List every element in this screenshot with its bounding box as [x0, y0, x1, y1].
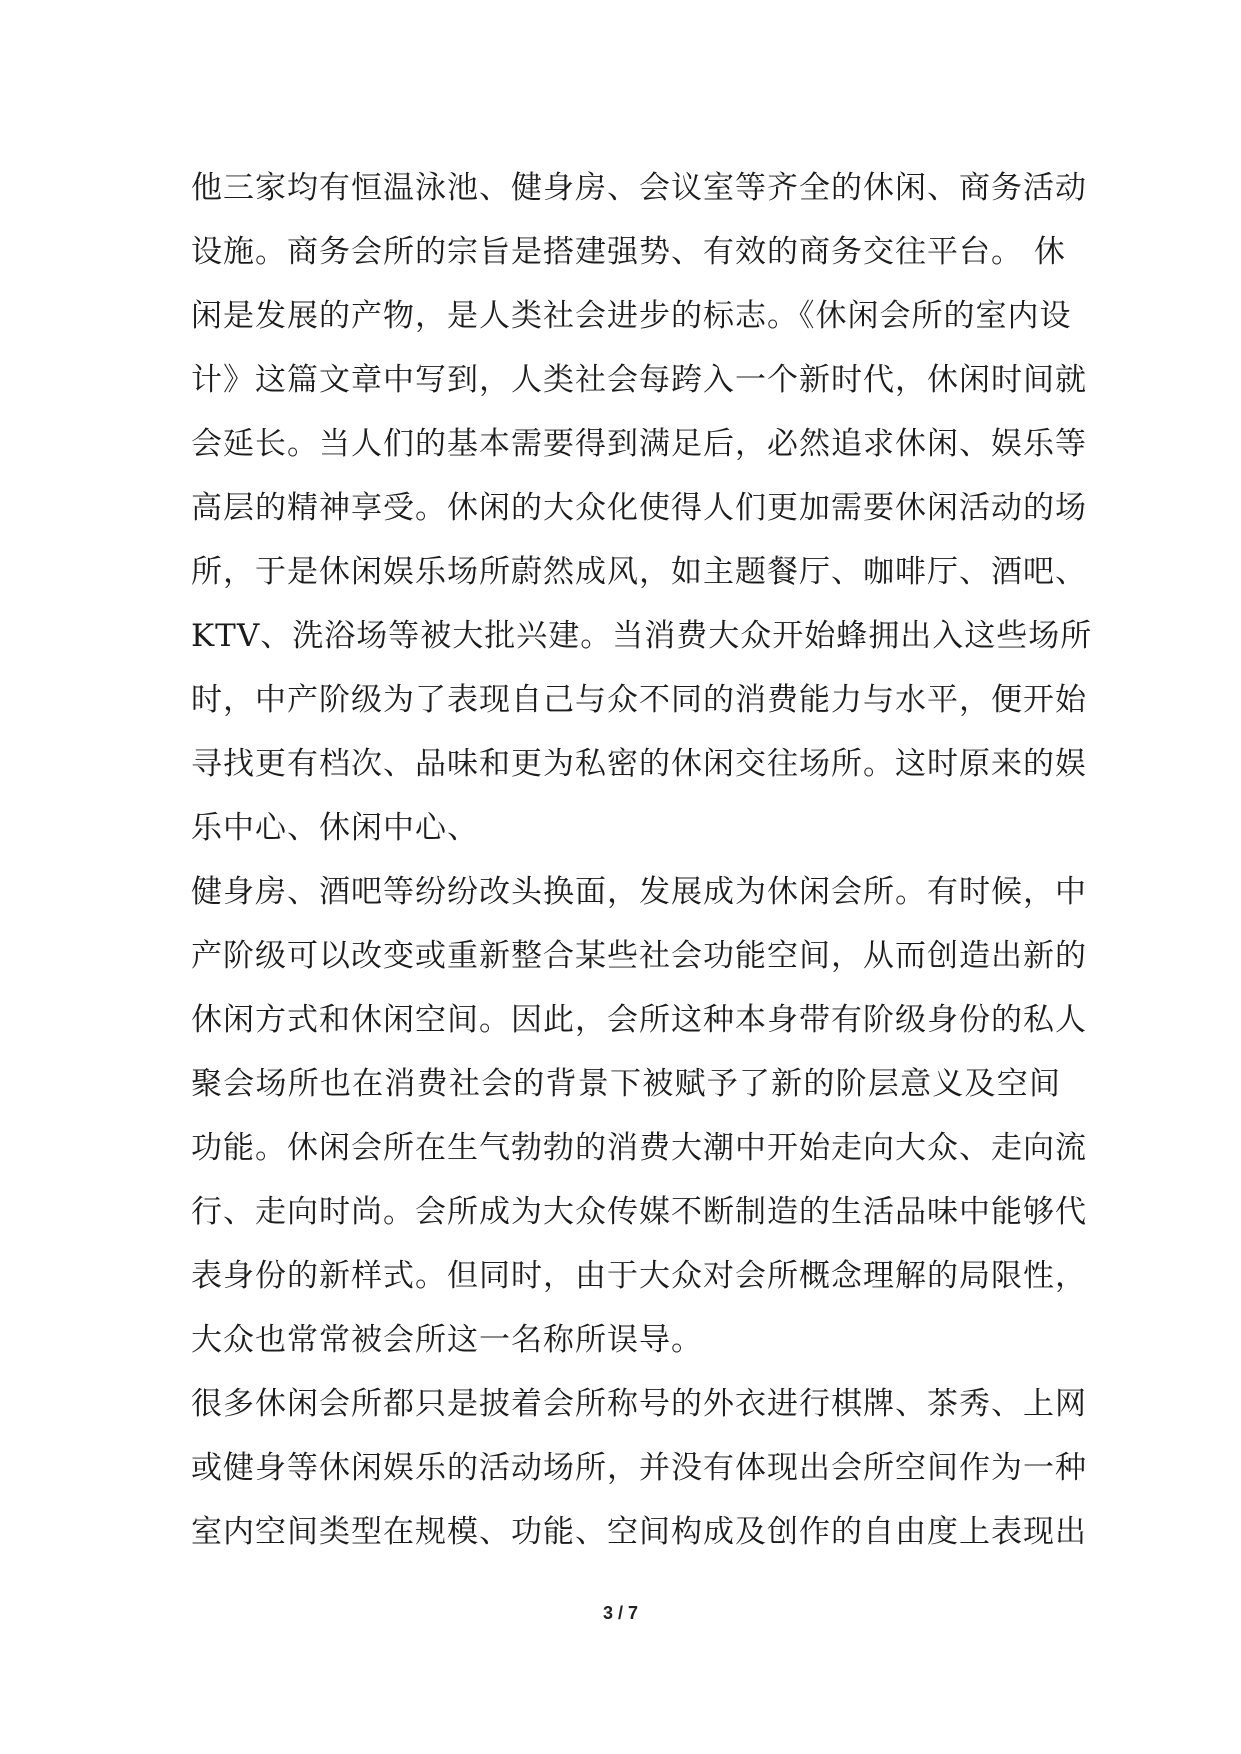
text-line: 行、走向时尚。会所成为大众传媒不断制造的生活品味中能够代	[191, 1194, 1087, 1230]
text-line: 高层的精神享受。休闲的大众化使得人们更加需要休闲活动的场	[191, 490, 1087, 526]
text-line: 设施。商务会所的宗旨是搭建强势、有效的商务交往平台。 休	[191, 234, 1066, 270]
text-line: 很多休闲会所都只是披着会所称号的外衣进行棋牌、茶秀、上网	[191, 1386, 1087, 1422]
text-line: 会延长。当人们的基本需要得到满足后，必然追求休闲、娱乐等	[191, 426, 1087, 462]
text-line: 闲是发展的产物，是人类社会进步的标志。《休闲会所的室内设	[191, 298, 1072, 334]
text-line: 寻找更有档次、品味和更为私密的休闲交往场所。这时原来的娱	[191, 746, 1087, 782]
text-line: 他三家均有恒温泳池、健身房、会议室等齐全的休闲、商务活动	[191, 170, 1087, 206]
text-line: 功能。休闲会所在生气勃勃的消费大潮中开始走向大众、走向流	[191, 1130, 1087, 1166]
text-line: 表身份的新样式。但同时，由于大众对会所概念理解的局限性，	[191, 1258, 1087, 1294]
text-line: 聚会场所也在消费社会的背景下被赋予了新的阶层意义及空间	[191, 1066, 1061, 1102]
text-line: 大众也常常被会所这一名称所误导。	[191, 1322, 703, 1358]
text-line: KTV、洗浴场等被大批兴建。当消费大众开始蜂拥出入这些场所	[191, 618, 1093, 654]
text-line: 时，中产阶级为了表现自己与众不同的消费能力与水平，便开始	[191, 682, 1087, 718]
text-line: 健身房、酒吧等纷纷改头换面，发展成为休闲会所。有时候，中	[191, 874, 1087, 910]
page-number: 3 / 7	[602, 1603, 639, 1623]
text-line: 室内空间类型在规模、功能、空间构成及创作的自由度上表现出	[191, 1514, 1087, 1550]
text-line: 或健身等休闲娱乐的活动场所，并没有体现出会所空间作为一种	[191, 1450, 1087, 1486]
text-line: 休闲方式和休闲空间。因此，会所这种本身带有阶级身份的私人	[191, 1002, 1087, 1038]
text-line: 产阶级可以改变或重新整合某些社会功能空间，从而创造出新的	[191, 938, 1087, 974]
text-line: 计》这篇文章中写到，人类社会每跨入一个新时代，休闲时间就	[191, 362, 1087, 398]
body-text	[191, 156, 1093, 1564]
text-line: 乐中心、休闲中心、	[191, 810, 479, 846]
text-line: 所，于是休闲娱乐场所蔚然成风，如主题餐厅、咖啡厅、酒吧、	[191, 554, 1087, 590]
